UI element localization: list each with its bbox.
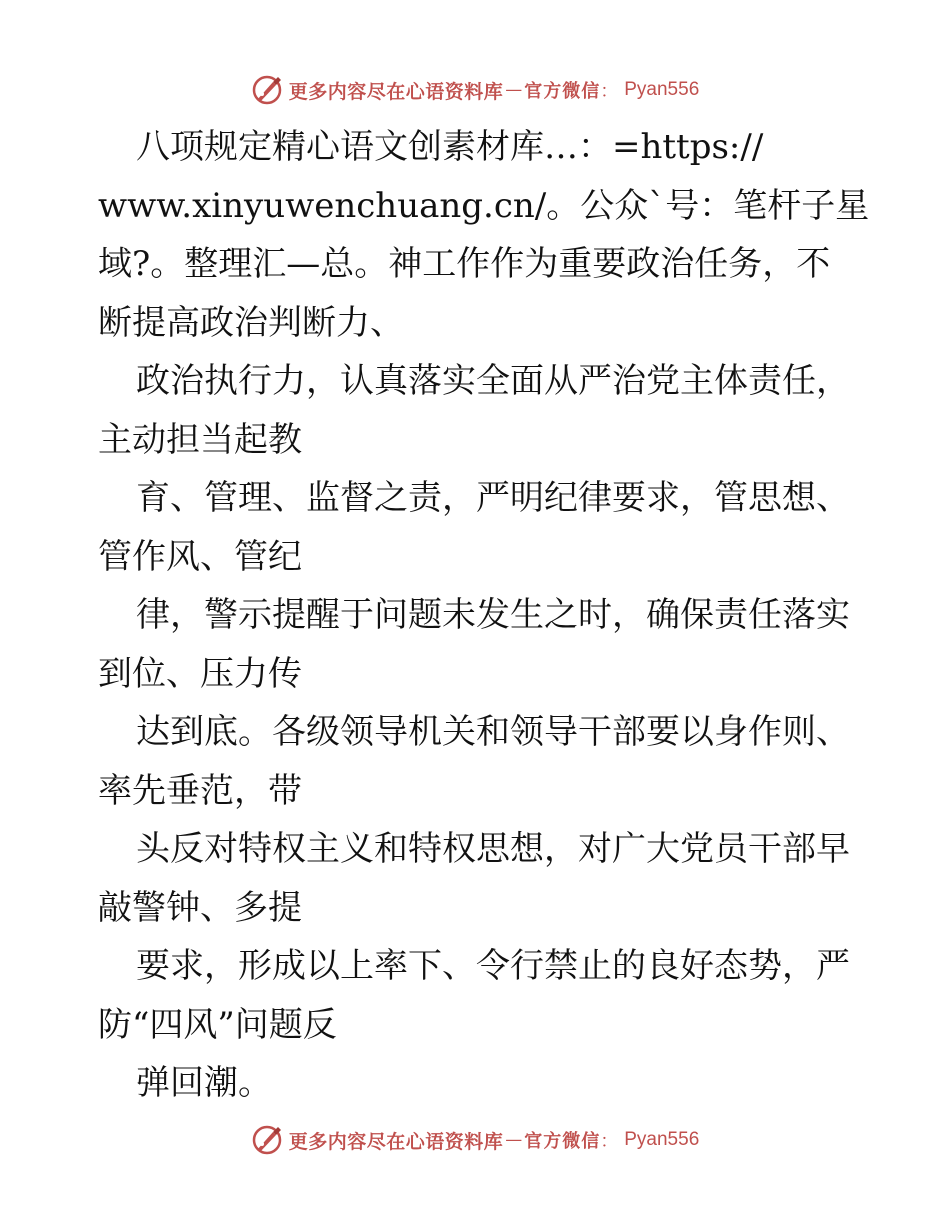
body-paragraph — [98, 118, 878, 1113]
body-line: www.xinyuwenchuang.cn/。公众`号：笔杆子星 — [98, 185, 870, 226]
header-banner — [0, 72, 950, 108]
body-line: 政治执行力，认真落实全面从严治党主体责任， — [136, 361, 850, 401]
body-line: 主动担当起教 — [98, 419, 302, 460]
banner-wechat-id: Pyan556 — [624, 1129, 700, 1150]
pen-logo-icon — [251, 74, 283, 106]
body-line: 管作风、管纪 — [98, 536, 302, 577]
banner-main-text: 更多内容尽在心语资料库 — [288, 80, 504, 103]
body-line: 域?。整理汇—总。神工作作为重要政治任务，不 — [98, 244, 831, 284]
document-body — [98, 118, 878, 1113]
body-line: 达到底。各级领导机关和领导干部要以身作则、 — [136, 712, 850, 752]
banner-dash: — — [505, 80, 523, 100]
body-line: 八项规定精心语文创素材库…：=https:// — [136, 127, 764, 167]
body-line: 律，警示提醒于问题未发生之时，确保责任落实 — [136, 595, 850, 635]
banner-official-label: 官方微信 — [524, 81, 601, 102]
body-line: 到位、压力传 — [98, 653, 302, 694]
banner-colon: ： — [600, 1131, 619, 1152]
banner-official-label: 官方微信 — [524, 1131, 601, 1152]
body-line: 断提高政治判断力、 — [98, 302, 404, 343]
banner-dash: — — [505, 1130, 523, 1150]
body-line: 率先垂范，带 — [98, 770, 302, 811]
banner-main-text: 更多内容尽在心语资料库 — [288, 1130, 504, 1153]
banner-colon: ： — [600, 81, 619, 102]
footer-banner — [0, 1122, 950, 1158]
body-line: 防“四风”问题反 — [98, 1004, 337, 1045]
body-line: 弹回潮。 — [136, 1063, 272, 1103]
banner-wechat-id: Pyan556 — [624, 79, 700, 100]
body-line: 要求，形成以上率下、令行禁止的良好态势，严 — [136, 946, 850, 986]
body-line: 育、管理、监督之责，严明纪律要求，管思想、 — [136, 478, 850, 518]
pen-logo-icon — [251, 1124, 283, 1156]
body-line: 头反对特权主义和特权思想，对广大党员干部早 — [136, 829, 850, 869]
body-line: 敲警钟、多提 — [98, 887, 302, 928]
